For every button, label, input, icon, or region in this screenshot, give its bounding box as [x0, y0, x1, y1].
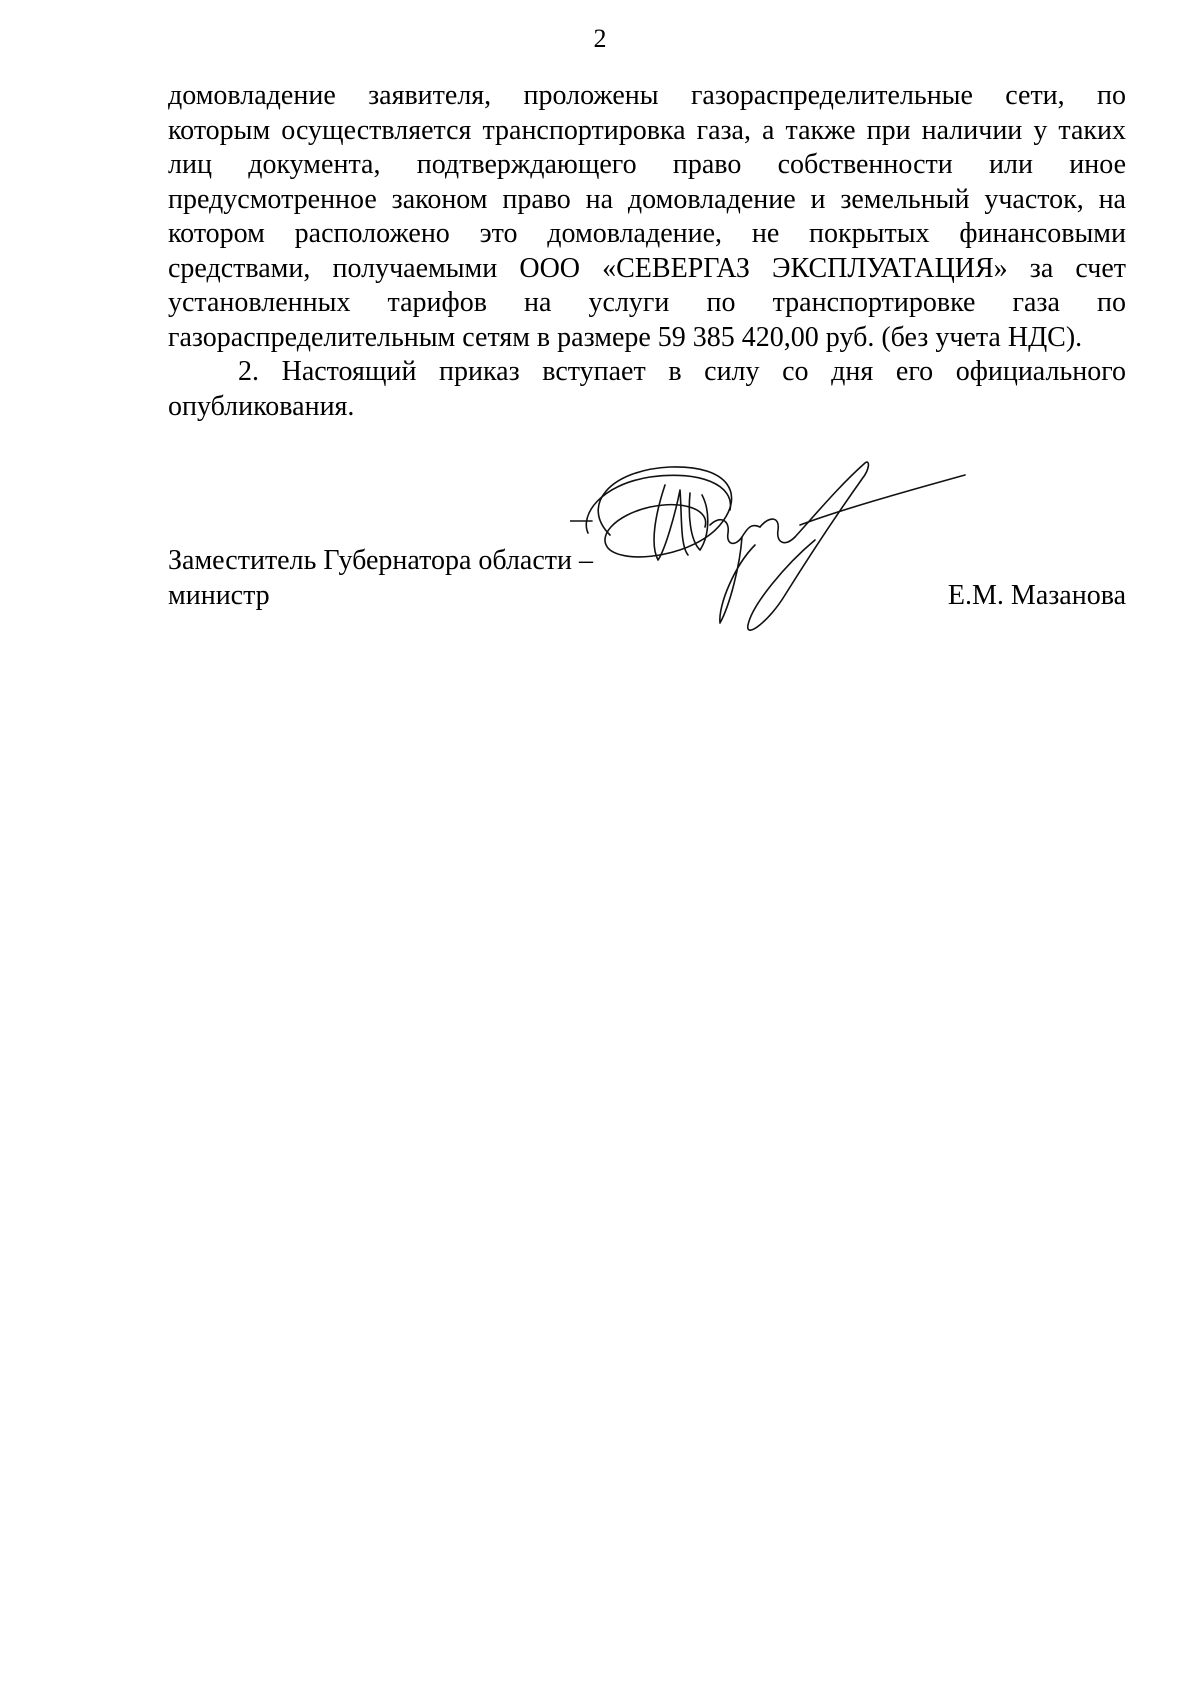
paragraph-2 [168, 354, 1126, 423]
text-line: лиц документа, подтверждающего право собственности или иное [168, 149, 1126, 180]
handwritten-signature [570, 455, 970, 645]
position-line-2: министр [168, 580, 270, 611]
text-line: предусмотренное законом право на домовладение и земельный участок, на [168, 183, 1126, 215]
text-line: средствами, получаемыми ООО «СЕВЕРГАЗ ЭКСПЛУАТАЦИЯ» за счет [168, 252, 1126, 284]
signatory-name: Е.М. Мазанова [947, 580, 1126, 611]
page-number: 2 [593, 24, 607, 53]
text-line: газораспределительным сетям в размере 59 385 420,00 руб. (без учета НДС). [168, 321, 1083, 353]
signatory-position [168, 543, 593, 613]
text-line: котором расположено это домовладение, не покрытых финансовыми [168, 218, 1126, 249]
text-line: опубликования. [168, 390, 355, 422]
text-line: которым осуществляется транспортировка газа, а также при наличии у таких [168, 114, 1126, 146]
text-line: установленных тарифов на услуги по транспортировке газа по [168, 287, 1126, 318]
position-line-1: Заместитель Губернатора области – [168, 545, 593, 576]
document-body [168, 78, 1126, 423]
text-line: домовладение заявителя, проложены газораспределительные сети, по [168, 80, 1126, 111]
paragraph-1 [168, 78, 1126, 354]
text-line: 2. Настоящий приказ вступает в силу со дня его официального [238, 356, 1126, 387]
